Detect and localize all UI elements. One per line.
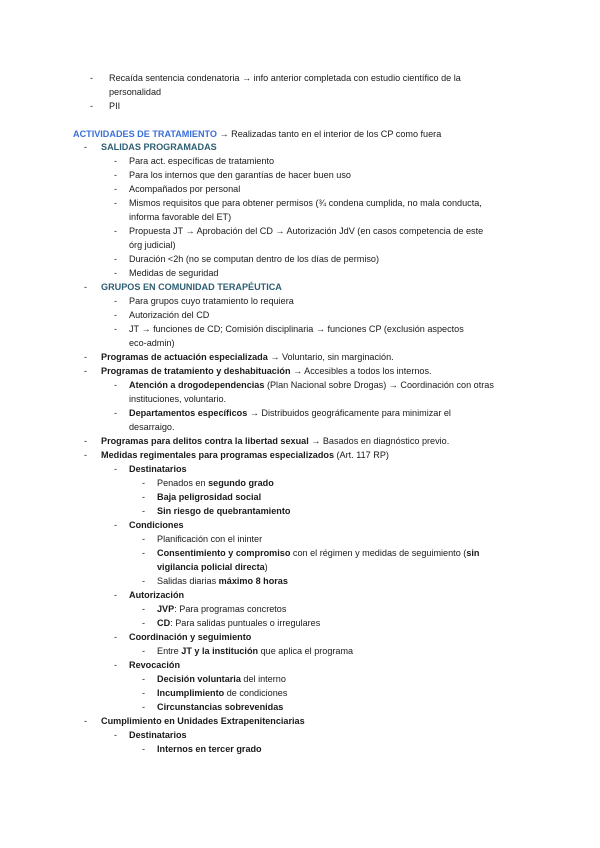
list-item-text: Duración <2h (no se computan dentro de los días de permiso): [129, 254, 379, 264]
list-dash: -: [84, 716, 88, 726]
list-dash: -: [90, 73, 94, 83]
list-item-text: : Para programas concretos: [174, 604, 287, 614]
list-dash: -: [114, 464, 118, 474]
list-item-text: Acompañados por personal: [129, 184, 241, 194]
list-item-text: personalidad: [109, 87, 162, 97]
section-title-rest: → Realizadas tanto en el interior de los CP como fuera: [217, 129, 442, 139]
list-dash: -: [114, 632, 118, 642]
list-dash: -: [84, 282, 88, 292]
list-dash: -: [114, 226, 118, 236]
bold-text: Departamentos específicos: [129, 408, 248, 418]
list-dash: -: [84, 142, 88, 152]
bold-text: JT y la institución: [181, 646, 259, 656]
bold-text: Sin riesgo de quebrantamiento: [157, 506, 291, 516]
list-item-text: Autorización del CD: [129, 310, 210, 320]
destinatarios-title: Destinatarios: [129, 464, 187, 474]
list-item-text: con el régimen y medidas de seguimiento (: [290, 548, 467, 558]
list-dash: -: [142, 478, 146, 488]
list-dash: -: [114, 184, 118, 194]
list-item-text: Propuesta JT → Aprobación del CD → Autorización JdV (en casos competencia de este: [129, 226, 484, 236]
list-item-text: (Art. 117 RP): [334, 450, 389, 460]
list-item-text: Penados en: [157, 478, 209, 488]
list-item-text: (Plan Nacional sobre Drogas) → Coordinación con otras: [264, 380, 494, 390]
list-dash: -: [114, 170, 118, 180]
list-item-text: Salidas diarias: [157, 576, 219, 586]
salidas-title: SALIDAS PROGRAMADAS: [101, 142, 217, 152]
bold-text: Programas de tratamiento y deshabituación: [101, 366, 291, 376]
list-item-text: ): [264, 562, 268, 572]
list-dash: -: [114, 520, 118, 530]
list-dash: -: [142, 604, 146, 614]
bold-text: segundo grado: [208, 478, 274, 488]
list-dash: -: [114, 408, 118, 418]
bold-text: Internos en tercer grado: [157, 744, 262, 754]
bold-text: sin: [466, 548, 480, 558]
list-dash: -: [114, 730, 118, 740]
list-dash: -: [84, 436, 88, 446]
list-item-text: Planificación con el ininter: [157, 534, 263, 544]
list-dash: -: [142, 576, 146, 586]
list-dash: -: [84, 352, 88, 362]
bold-text: Programas para delitos contra la libertad sexual: [101, 436, 309, 446]
list-item-text: que aplica el programa: [258, 646, 354, 656]
condiciones-title: Condiciones: [129, 520, 184, 530]
list-dash: -: [114, 156, 118, 166]
section-title: ACTIVIDADES DE TRATAMIENTO: [73, 129, 217, 139]
bold-text: Baja peligrosidad social: [157, 492, 262, 502]
list-item-text: Recaída sentencia condenatoria → info anterior completada con estudio científico de la: [109, 73, 461, 83]
list-item-text: JT → funciones de CD; Comisión disciplinaria → funciones CP (exclusión aspectos: [129, 324, 464, 334]
list-item-text: Para grupos cuyo tratamiento lo requiera: [129, 296, 294, 306]
bold-text: JVP: [157, 604, 175, 614]
list-item-text: Medidas de seguridad: [129, 268, 219, 278]
list-dash: -: [142, 674, 146, 684]
list-dash: -: [142, 492, 146, 502]
list-dash: -: [142, 688, 146, 698]
list-item-text: de condiciones: [224, 688, 288, 698]
list-dash: -: [142, 702, 146, 712]
bold-text: Medidas regimentales para programas especializados: [101, 450, 334, 460]
list-dash: -: [114, 254, 118, 264]
list-dash: -: [114, 324, 118, 334]
list-dash: -: [142, 506, 146, 516]
list-item-text: instituciones, voluntario.: [129, 394, 227, 404]
list-item-text: → Distribuidos geográficamente para minimizar el: [247, 408, 451, 418]
list-item-text: Para act. específicas de tratamiento: [129, 156, 275, 166]
list-dash: -: [114, 660, 118, 670]
destinatarios-title: Destinatarios: [129, 730, 187, 740]
bold-text: CD: [157, 618, 171, 628]
bold-text: Incumplimiento: [157, 688, 225, 698]
coordinacion-title: Coordinación y seguimiento: [129, 632, 252, 642]
list-item-text: PII: [109, 101, 121, 111]
list-dash: -: [114, 198, 118, 208]
list-item-text: desarraigo.: [129, 422, 175, 432]
bold-text: Circunstancias sobrevenidas: [157, 702, 284, 712]
bold-text: Cumplimiento en Unidades Extrapenitenciarias: [101, 716, 305, 726]
bold-text: Programas de actuación especializada: [101, 352, 268, 362]
list-dash: -: [142, 534, 146, 544]
list-item-text: eco-admin): [129, 338, 175, 348]
list-dash: -: [114, 310, 118, 320]
list-dash: -: [84, 450, 88, 460]
bold-text: vigilancia policial directa: [157, 562, 265, 572]
list-item-text: Mismos requisitos que para obtener permisos (¾ condena cumplida, no mala conducta,: [129, 198, 482, 208]
bold-text: Consentimiento y compromiso: [157, 548, 291, 558]
list-dash: -: [142, 618, 146, 628]
grupos-title: GRUPOS EN COMUNIDAD TERAPÉUTICA: [101, 282, 282, 292]
list-item-text: órg judicial): [129, 240, 176, 250]
list-dash: -: [84, 366, 88, 376]
list-dash: -: [90, 101, 94, 111]
list-dash: -: [142, 646, 146, 656]
list-item-text: : Para salidas puntuales o irregulares: [170, 618, 321, 628]
bold-text: máximo 8 horas: [218, 576, 288, 586]
list-item-text: del interno: [240, 674, 286, 684]
list-item-text: Para los internos que den garantías de hacer buen uso: [129, 170, 351, 180]
list-dash: -: [142, 548, 146, 558]
list-dash: -: [114, 590, 118, 600]
list-dash: -: [142, 744, 146, 754]
list-item-text: Entre: [157, 646, 182, 656]
bold-text: Atención a drogodependencias: [129, 380, 265, 390]
bold-text: Decisión voluntaria: [157, 674, 241, 684]
list-item-text: → Basados en diagnóstico previo.: [308, 436, 450, 446]
autorizacion-title: Autorización: [129, 590, 185, 600]
list-item-text: informa favorable del ET): [129, 212, 232, 222]
list-item-text: → Voluntario, sin marginación.: [267, 352, 394, 362]
list-item-text: → Accesibles a todos los internos.: [290, 366, 432, 376]
list-dash: -: [114, 268, 118, 278]
list-dash: -: [114, 296, 118, 306]
revocacion-title: Revocación: [129, 660, 181, 670]
list-dash: -: [114, 380, 118, 390]
